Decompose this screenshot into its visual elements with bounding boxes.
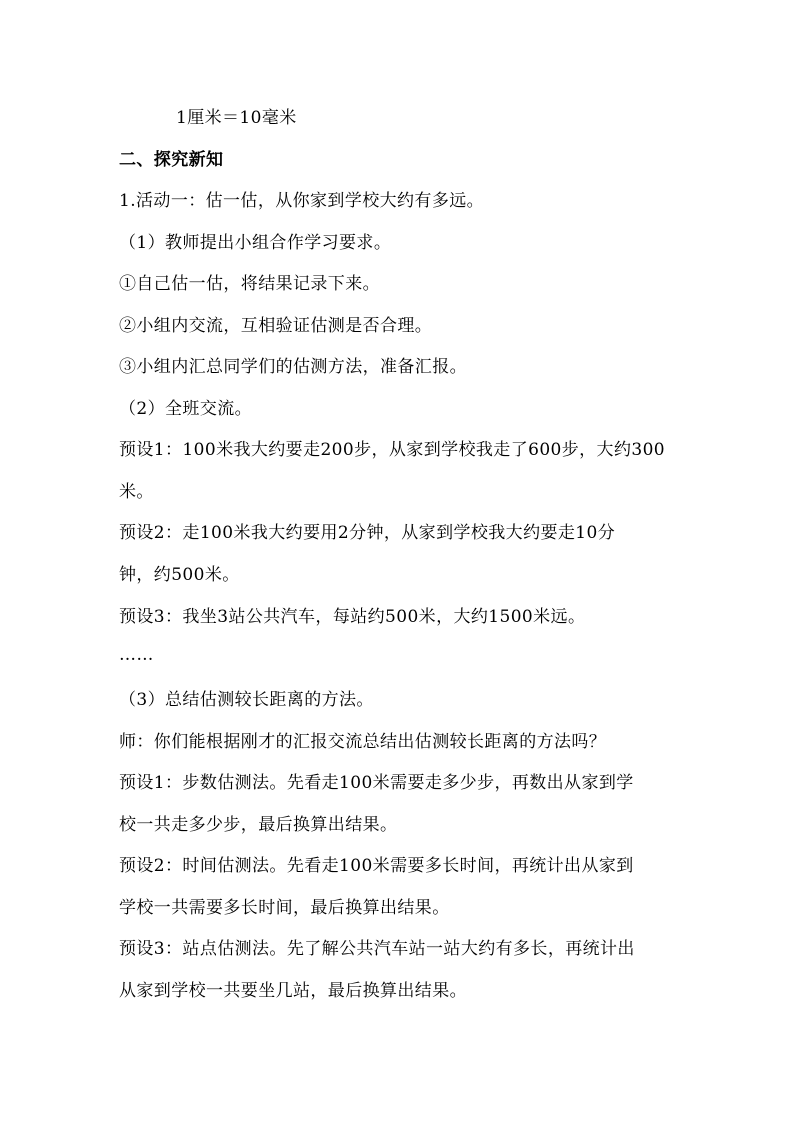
activity-title: 1.活动一：估一估，从你家到学校大约有多远。	[119, 191, 485, 211]
method-1-line-2: 校一共走多少步，最后换算出结果。	[119, 815, 398, 835]
method-2-line-1: 预设2：时间估测法。先看走100米需要多长时间，再统计出从家到	[119, 856, 634, 876]
preset-2-line-2: 钟，约500米。	[119, 565, 240, 585]
step-1-heading: （1）教师提出小组合作学习要求。	[119, 233, 392, 253]
preset-1-line-2: 米。	[119, 482, 154, 502]
requirement-item: ③小组内汇总同学们的估测方法，准备汇报。	[119, 357, 467, 377]
teacher-question: 师：你们能根据刚才的汇报交流总结出估测较长距离的方法吗？	[119, 732, 607, 752]
method-3-line-2: 从家到学校一共要坐几站，最后换算出结果。	[119, 981, 467, 1001]
preset-3-line: 预设3：我坐3站公共汽车，每站约500米，大约1500米远。	[119, 607, 586, 627]
step-2-heading: （2）全班交流。	[119, 399, 253, 419]
step-3-heading: （3）总结估测较长距离的方法。	[119, 690, 374, 710]
unit-conversion-line: 1厘米＝10毫米	[176, 108, 297, 128]
method-3-line-1: 预设3：站点估测法。先了解公共汽车站一站大约有多长，再统计出	[119, 939, 635, 959]
section-heading: 二、探究新知	[119, 150, 224, 170]
method-2-line-2: 学校一共需要多长时间，最后换算出结果。	[119, 898, 450, 918]
method-1-line-1: 预设1：步数估测法。先看走100米需要走多少步，再数出从家到学	[119, 773, 634, 793]
requirement-item: ①自己估一估，将结果记录下来。	[119, 274, 380, 294]
requirement-item: ②小组内交流，互相验证估测是否合理。	[119, 316, 433, 336]
preset-1-line-1: 预设1：100米我大约要走200步，从家到学校我走了600步，大约300	[119, 440, 666, 460]
preset-2-line-1: 预设2：走100米我大约要用2分钟，从家到学校我大约要走10分	[119, 523, 616, 543]
ellipsis: ……	[119, 645, 154, 665]
